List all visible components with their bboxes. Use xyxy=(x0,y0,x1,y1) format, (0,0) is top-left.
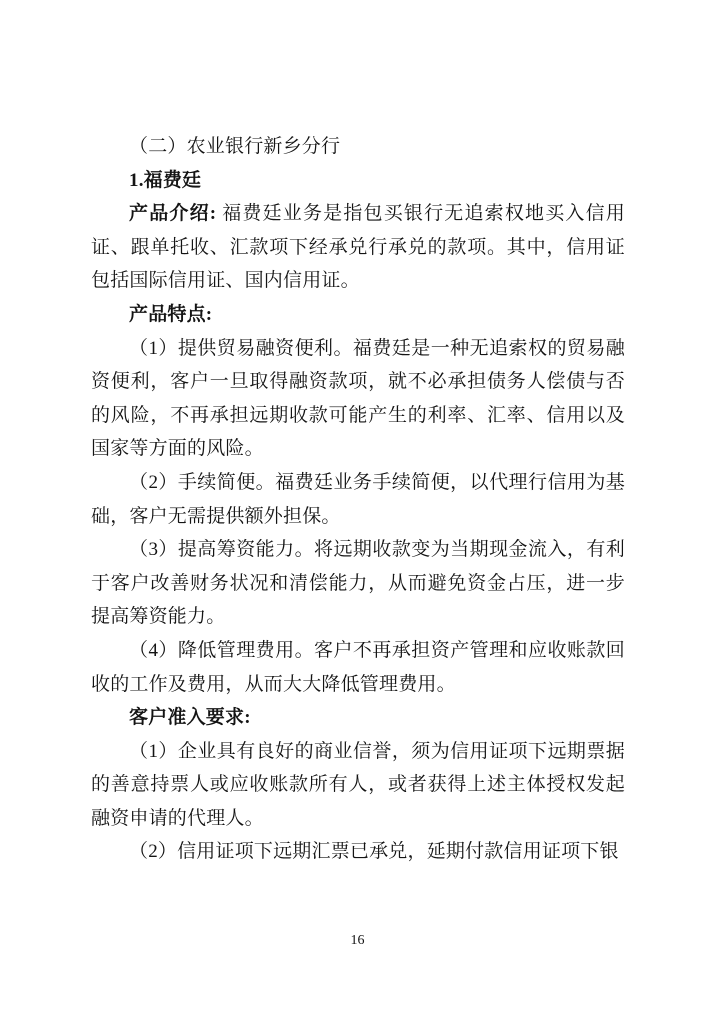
requirements-label: 客户准入要求: xyxy=(129,707,251,729)
intro-label: 产品介绍: xyxy=(129,203,217,225)
feature-item-4: （4）降低管理费用。客户不再承担资产管理和应收账款回收的工作及费用，从而大大降低管理费用。 xyxy=(91,639,625,695)
requirement-item-2: （2）信用证项下远期汇票已承兑，延期付款信用证项下银 xyxy=(129,841,619,863)
requirement-item-1: （1）企业具有良好的商业信誉，须为信用证项下远期票据的善意持票人或应收账款所有人，或者获得上述主体授权发起融资申请的代理人。 xyxy=(91,740,625,829)
section-heading: （二）农业银行新乡分行 xyxy=(129,136,341,157)
feature-item-2: （2）手续简便。福费廷业务手续简便，以代理行信用为基础，客户无需提供额外担保。 xyxy=(91,471,625,527)
intro-text: 福费廷业务是指包买银行无追索权地买入信用证、跟单托收、汇款项下经承兑行承兑的款项。其中，信用证包括国际信用证、国内信用证。 xyxy=(91,203,625,292)
features-label: 产品特点: xyxy=(129,303,213,325)
feature-item-3: （3）提高筹资能力。将远期收款变为当期现金流入，有利于客户改善财务状况和清偿能力，从而避免资金占压，进一步提高筹资能力。 xyxy=(91,539,625,628)
product-title: 1.福费廷 xyxy=(129,169,202,191)
intro-paragraph xyxy=(91,197,625,298)
document-body xyxy=(91,130,625,869)
page-number: 16 xyxy=(350,933,365,948)
feature-item-1: （1）提供贸易融资便利。福费廷是一种无追索权的贸易融资便利，客户一旦取得融资款项，就不必承担债务人偿债与否的风险，不再承担远期收款可能产生的利率、汇率、信用以及国家等方面的风险。 xyxy=(91,337,625,460)
